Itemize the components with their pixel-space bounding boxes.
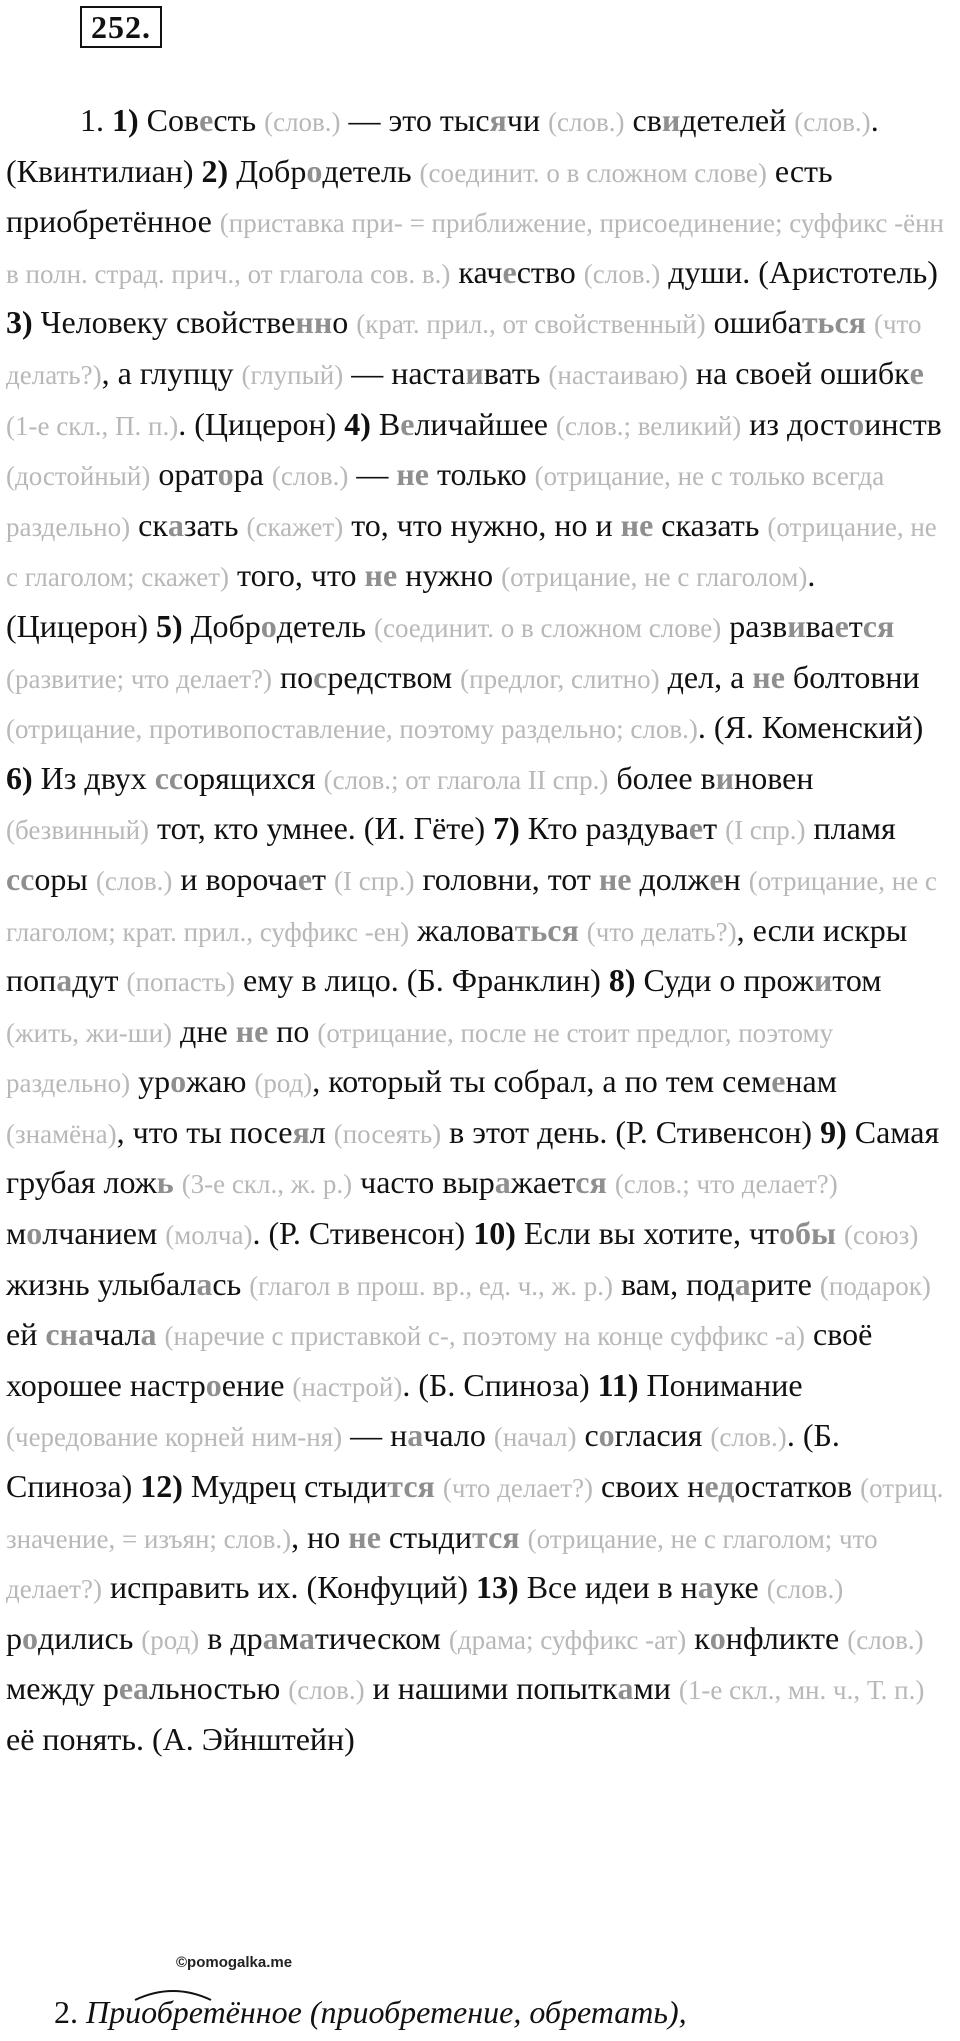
text-fragment: м xyxy=(278,1619,299,1656)
text-fragment: . (Цицерон) xyxy=(6,557,816,644)
text-fragment: оры xyxy=(34,860,96,897)
grammar-note: (отрицание, не с глаголом; что делает?) xyxy=(6,1523,878,1605)
grammar-note: (настаиваю) xyxy=(548,359,688,390)
text-fragment: жаю xyxy=(186,1063,255,1100)
text-fragment: ск xyxy=(130,506,168,543)
orthogram-mark: о xyxy=(306,152,323,189)
grammar-note: (I спр.) xyxy=(725,815,806,846)
text-fragment xyxy=(435,1468,443,1504)
item-1-body xyxy=(6,102,944,1757)
text-fragment: зать xyxy=(183,506,247,543)
orthogram-mark: ся xyxy=(575,1164,607,1201)
text-fragment: новен xyxy=(734,759,814,796)
text-fragment: . (Б. Спиноза) xyxy=(6,1417,840,1505)
grammar-note: (попасть) xyxy=(126,967,235,998)
text-fragment: ва xyxy=(805,607,835,644)
text-fragment: ему в лицо. (Б. Франклин) xyxy=(234,962,609,999)
text-fragment: к xyxy=(686,1619,710,1656)
text-fragment: своих н xyxy=(593,1468,705,1505)
text-fragment: разв xyxy=(721,607,788,644)
orthogram-mark: и xyxy=(715,759,735,796)
orthogram-mark: е xyxy=(909,354,924,391)
orthogram-mark: а xyxy=(494,1164,511,1201)
orthogram-mark: не xyxy=(348,1518,381,1555)
text-fragment: гласия xyxy=(614,1417,711,1454)
grammar-note: (I спр.) xyxy=(334,865,415,896)
grammar-note: (наречие с приставкой с-, поэтому на конце суффикс -а) xyxy=(164,1321,805,1352)
grammar-note: (слов.; от глагола II спр.) xyxy=(323,764,609,795)
text-fragment: дел, а xyxy=(659,658,753,695)
text-fragment: детелей xyxy=(680,102,795,138)
orthogram-mark: сс xyxy=(6,860,35,897)
orthogram-mark: а xyxy=(140,1316,157,1353)
text-fragment: в этот день. (Р. Стивенсон) xyxy=(441,1113,821,1150)
orthogram-mark: с xyxy=(313,658,328,695)
orthogram-mark: е xyxy=(502,253,517,290)
text-fragment: сь xyxy=(212,1265,250,1302)
text-fragment: Понимание xyxy=(638,1366,803,1403)
text-fragment: Кто раздува xyxy=(519,810,689,847)
grammar-note: (посеять) xyxy=(333,1118,442,1149)
orthogram-mark: е xyxy=(297,860,313,897)
grammar-note: (слов.) xyxy=(271,461,349,492)
item-1-paragraph xyxy=(6,96,954,1764)
text-fragment: — наста xyxy=(343,354,466,391)
orthogram-mark: о xyxy=(217,456,234,493)
text-fragment: стыди xyxy=(380,1518,472,1555)
text-fragment: только xyxy=(428,456,535,493)
orthogram-mark: а xyxy=(298,1619,315,1656)
text-fragment: исправить их. (Конфуций) xyxy=(101,1569,477,1606)
text-fragment: , но xyxy=(291,1518,349,1555)
grammar-note: (слов.; великий) xyxy=(556,410,742,441)
grammar-note: (слов.) xyxy=(288,1675,365,1706)
orthogram-mark: а xyxy=(407,1417,424,1454)
sentence-number: 10) xyxy=(473,1215,516,1252)
orthogram-mark: е xyxy=(834,607,849,644)
grammar-note: (слов.) xyxy=(847,1624,924,1655)
grammar-note: (слов.) xyxy=(264,107,341,137)
text-fragment: между р xyxy=(6,1670,119,1707)
text-fragment: ми xyxy=(633,1670,679,1707)
grammar-note: (знамёна) xyxy=(6,1118,117,1149)
grammar-note: (достойный) xyxy=(6,461,151,492)
text-fragment: чи xyxy=(506,102,549,138)
grammar-note: (соединит. о в сложном слове) xyxy=(374,612,722,643)
grammar-note: (приставка при- = приближение, присоединение; суффикс -ённ в полн. страд. прич., от глагола сов. в.) xyxy=(6,208,944,289)
orthogram-mark: ться xyxy=(801,304,866,341)
grammar-note: (слов.) xyxy=(548,107,625,137)
text-fragment: . (Я. Коменский) xyxy=(697,709,924,746)
orthogram-mark: сна xyxy=(45,1316,94,1353)
text-fragment: более в xyxy=(608,759,716,796)
text-fragment: . (Квинтилиан) xyxy=(6,102,879,189)
text-fragment: орат xyxy=(150,456,218,493)
sentence-number: 4) xyxy=(344,405,371,442)
grammar-note: (драма; суффикс -ат) xyxy=(448,1624,687,1655)
text-fragment: тическом xyxy=(314,1619,449,1656)
text-fragment: инств xyxy=(864,405,942,442)
orthogram-mark: е xyxy=(709,860,724,897)
text-fragment: есть приобретённое xyxy=(6,152,833,240)
grammar-note: (молча) xyxy=(165,1220,253,1251)
text-fragment: ение xyxy=(221,1366,293,1403)
orthogram-mark: сс xyxy=(154,759,184,796)
text-fragment: нам xyxy=(785,1063,837,1100)
text-fragment: в др xyxy=(199,1619,263,1656)
text-fragment: с xyxy=(576,1417,599,1454)
text-fragment: — н xyxy=(342,1417,408,1454)
text-fragment: Самая грубая лож xyxy=(6,1113,940,1201)
text-fragment: т xyxy=(312,860,335,897)
item-2-line xyxy=(54,1992,687,2032)
orthogram-mark: а xyxy=(734,1265,751,1302)
orthogram-mark: о xyxy=(598,1417,615,1454)
grammar-note: (подарок) xyxy=(819,1270,931,1301)
text-fragment: головни, тот xyxy=(414,860,599,897)
text-fragment: жизнь улыбал xyxy=(6,1265,197,1302)
text-fragment: — это тыс xyxy=(340,102,490,138)
text-fragment: о xyxy=(332,304,357,341)
grammar-note: (отрицание, не с глаголом) xyxy=(501,562,808,593)
text-fragment: , если искры поп xyxy=(6,911,908,999)
grammar-note: (что делать?) xyxy=(586,916,737,947)
text-fragment: пламя xyxy=(805,810,896,847)
text-fragment: лчанием xyxy=(42,1215,166,1252)
text-fragment: Все идеи в н xyxy=(518,1569,698,1606)
grammar-note: (скажет) xyxy=(246,511,344,542)
orthogram-mark: о xyxy=(170,1063,187,1100)
orthogram-mark: о xyxy=(22,1619,38,1656)
text-fragment: кач xyxy=(450,253,503,290)
text-fragment: жалова xyxy=(409,911,515,948)
text-fragment: уке xyxy=(713,1569,767,1606)
grammar-note: (слов.) xyxy=(794,107,871,137)
text-fragment: Добр xyxy=(182,607,261,644)
orthogram-mark: и xyxy=(813,962,833,999)
text-fragment: часто выр xyxy=(352,1164,495,1201)
orthogram-mark: о xyxy=(260,607,277,644)
text-fragment: по xyxy=(272,658,314,695)
orthogram-mark: е xyxy=(400,405,415,442)
grammar-note: (3-е скл., ж. р.) xyxy=(181,1169,353,1200)
text-fragment: т xyxy=(848,607,863,644)
orthogram-mark: еа xyxy=(118,1670,150,1707)
orthogram-mark: о xyxy=(26,1215,43,1252)
orthogram-mark: ь xyxy=(156,1164,174,1201)
text-fragment: души. (Аристотель) xyxy=(660,253,938,290)
sentence-number: 6) xyxy=(6,759,33,796)
sentence-number: 1) xyxy=(112,102,139,138)
text-fragment: чал xyxy=(93,1316,141,1353)
item-2-text: Приобретённое (приобретение, обретать), xyxy=(86,1994,687,2030)
text-fragment: том xyxy=(832,962,882,999)
text-fragment: т xyxy=(703,810,726,847)
text-fragment: м xyxy=(6,1215,27,1252)
orthogram-mark: нн xyxy=(295,304,333,341)
grammar-note: (глупый) xyxy=(241,359,344,390)
grammar-note: (развитие; что делает?) xyxy=(6,663,273,694)
grammar-note: (безвинный) xyxy=(6,815,150,846)
grammar-note: (отрицание, не с глаголом; крат. прил., суффикс -ен) xyxy=(6,865,937,947)
orthogram-mark: е xyxy=(771,1063,786,1100)
text-fragment: дились xyxy=(38,1619,142,1656)
watermark: ©pomogalka.me xyxy=(176,1954,293,1971)
text-fragment: редством xyxy=(327,658,461,695)
text-fragment: болтовни xyxy=(784,658,920,695)
text-fragment: вать xyxy=(483,354,549,391)
grammar-note: (отрицание, после не стоит предлог, поэтому раздельно) xyxy=(6,1017,834,1099)
text-fragment: и ворочa xyxy=(172,860,298,897)
orthogram-mark: а xyxy=(262,1619,279,1656)
grammar-note: (союз) xyxy=(844,1220,919,1251)
text-fragment xyxy=(579,912,587,948)
text-fragment: св xyxy=(624,102,662,138)
text-fragment: то, что нужно, но и xyxy=(343,506,621,543)
grammar-note: (соединит. о в сложном слове) xyxy=(419,157,767,188)
orthogram-mark: ться xyxy=(514,911,579,948)
orthogram-mark: я xyxy=(292,1113,310,1150)
text-fragment: вам, под xyxy=(612,1265,735,1302)
orthogram-mark: о xyxy=(205,1366,222,1403)
grammar-note: (отрицание, противопоставление, поэтому раздельно; слов.) xyxy=(6,714,698,745)
text-fragment: из дост xyxy=(741,405,849,442)
text-fragment: рите xyxy=(750,1265,820,1302)
grammar-note: (крат. прил., от свойственный) xyxy=(356,309,706,340)
orthogram-mark: не xyxy=(235,1012,269,1049)
orthogram-mark: а xyxy=(617,1670,634,1707)
text-fragment: л xyxy=(309,1113,334,1150)
text-fragment: , который ты собрал, а по тем сем xyxy=(312,1063,772,1100)
sentence-number: 7) xyxy=(493,810,520,847)
text-fragment: . (Б. Спиноза) xyxy=(402,1366,598,1403)
text-fragment: нфликте xyxy=(725,1619,848,1656)
grammar-note: (что делать?) xyxy=(6,309,922,390)
orthogram-mark: о xyxy=(848,405,865,442)
text-fragment: Если вы хотите, чт xyxy=(515,1215,780,1252)
text-fragment: р xyxy=(6,1619,22,1656)
grammar-note: (начал) xyxy=(493,1422,577,1453)
text-fragment: Мудрец стыди xyxy=(182,1468,388,1505)
text-fragment: н xyxy=(723,860,749,897)
sentence-number: 13) xyxy=(476,1569,519,1606)
grammar-note: (род) xyxy=(141,1624,200,1655)
orthogram-mark: и xyxy=(787,607,806,644)
grammar-note: (1-е скл., мн. ч., Т. п.) xyxy=(678,1675,925,1706)
grammar-note: (отрицание, не с только всегда раздельно) xyxy=(6,461,885,542)
grammar-note: (1-е скл., П. п.) xyxy=(6,410,179,441)
text-fragment: , что ты посе xyxy=(116,1113,293,1150)
orthogram-mark: о xyxy=(709,1619,726,1656)
orthogram-mark: е xyxy=(688,810,704,847)
sentence-number: 9) xyxy=(820,1113,847,1150)
text-fragment xyxy=(836,1215,844,1251)
orthogram-mark: а xyxy=(196,1265,213,1302)
grammar-note: (слов.) xyxy=(710,1422,787,1453)
orthogram-mark: не xyxy=(364,557,398,594)
text-fragment: её понять. (А. Эйнштейн) xyxy=(6,1721,355,1757)
orthogram-mark: а xyxy=(697,1569,714,1606)
orthogram-mark: тся xyxy=(387,1468,435,1505)
orthogram-mark: не xyxy=(620,506,654,543)
grammar-note: (слов.; что делает?) xyxy=(614,1169,838,1200)
text-fragment xyxy=(607,1164,615,1200)
sentence-number: 8) xyxy=(608,962,636,999)
text-fragment: дут xyxy=(72,962,127,999)
text-fragment: ра xyxy=(233,456,272,493)
text-fragment: долж xyxy=(631,860,710,897)
item-2-number: 2. xyxy=(54,1994,78,2030)
text-fragment: тот, кто умнее. (И. Гёте) xyxy=(149,810,494,847)
text-fragment: дне xyxy=(172,1012,236,1049)
grammar-note: (отрицание, не с глаголом; скажет) xyxy=(6,511,937,593)
text-fragment: детель xyxy=(322,152,420,189)
grammar-note: (слов.) xyxy=(766,1574,844,1605)
text-fragment: Человеку свойстве xyxy=(32,304,296,341)
text-fragment: ошиба xyxy=(705,304,802,341)
text-fragment: Суди о прож xyxy=(635,962,814,999)
text-fragment: детель xyxy=(276,607,374,644)
text-fragment xyxy=(520,1519,528,1555)
text-fragment: . (Р. Стивенсон) xyxy=(252,1215,474,1252)
text-fragment xyxy=(157,1316,165,1352)
text-fragment xyxy=(866,304,874,340)
grammar-note: (чередование корней ним-ня) xyxy=(6,1422,343,1453)
text-fragment: , а глупцу xyxy=(101,354,242,391)
grammar-note: (жить, жи-ши) xyxy=(6,1017,173,1048)
orthogram-mark: ся xyxy=(862,607,895,644)
orthogram-mark: обы xyxy=(779,1215,837,1252)
text-fragment: нужно xyxy=(397,557,502,594)
text-fragment: . (Цицерон) xyxy=(178,405,345,442)
grammar-note: (отриц. значение, = изъян; слов.) xyxy=(6,1473,944,1554)
text-fragment: сказать xyxy=(653,506,768,543)
exercise-text xyxy=(6,96,954,1764)
sentence-number: 2) xyxy=(201,152,229,189)
sentence-number: 5) xyxy=(156,607,183,644)
text-fragment: своё хорошее настр xyxy=(6,1316,873,1403)
text-fragment: и нашими попытк xyxy=(364,1670,618,1707)
text-fragment xyxy=(174,1164,182,1200)
text-fragment: ство xyxy=(516,253,584,290)
text-fragment: — xyxy=(348,456,397,493)
item-1-number: 1. xyxy=(80,102,104,138)
text-fragment: остатков xyxy=(734,1468,861,1505)
text-fragment: по xyxy=(268,1012,318,1049)
text-fragment: личайшее xyxy=(414,405,556,442)
text-fragment: жает xyxy=(510,1164,576,1201)
text-fragment: на своей ошибк xyxy=(687,354,910,391)
orthogram-mark: не xyxy=(752,658,785,695)
text-fragment: орящихся xyxy=(183,759,324,796)
orthogram-mark: а xyxy=(167,506,184,543)
orthogram-mark: не xyxy=(598,860,632,897)
text-fragment: льностью xyxy=(149,1670,289,1707)
orthogram-mark: и xyxy=(661,102,681,138)
orthogram-mark: и xyxy=(465,354,484,391)
text-fragment: Добр xyxy=(228,152,307,189)
sentence-number: 3) xyxy=(6,304,33,341)
sentence-number: 11) xyxy=(597,1366,639,1403)
grammar-note: (глагол в прош. вр., ед. ч., ж. р.) xyxy=(249,1270,613,1301)
grammar-note: (слов.) xyxy=(95,865,173,896)
orthogram-mark: а xyxy=(56,962,73,999)
sentence-number: 12) xyxy=(140,1468,183,1505)
text-fragment: того, что xyxy=(229,557,365,594)
text-fragment: ур xyxy=(130,1063,171,1100)
text-fragment: ей xyxy=(6,1316,46,1353)
text-fragment: Сов xyxy=(138,102,200,138)
grammar-note: (слов.) xyxy=(583,258,661,289)
orthogram-mark: не xyxy=(396,456,429,493)
grammar-note: (настрой) xyxy=(292,1371,403,1402)
orthogram-mark: я xyxy=(489,102,507,138)
orthogram-mark: е xyxy=(199,102,214,138)
text-fragment: сть xyxy=(213,102,265,138)
grammar-note: (предлог, слитно) xyxy=(460,663,660,694)
text-fragment: чало xyxy=(423,1417,494,1454)
grammar-note: (что делает?) xyxy=(442,1473,594,1504)
text-fragment: Из двух xyxy=(32,759,155,796)
orthogram-mark: ед xyxy=(704,1468,735,1505)
orthogram-mark: тся xyxy=(471,1518,520,1555)
text-fragment: В xyxy=(370,405,401,442)
grammar-note: (род) xyxy=(254,1068,313,1099)
exercise-number: 252. xyxy=(80,6,162,48)
